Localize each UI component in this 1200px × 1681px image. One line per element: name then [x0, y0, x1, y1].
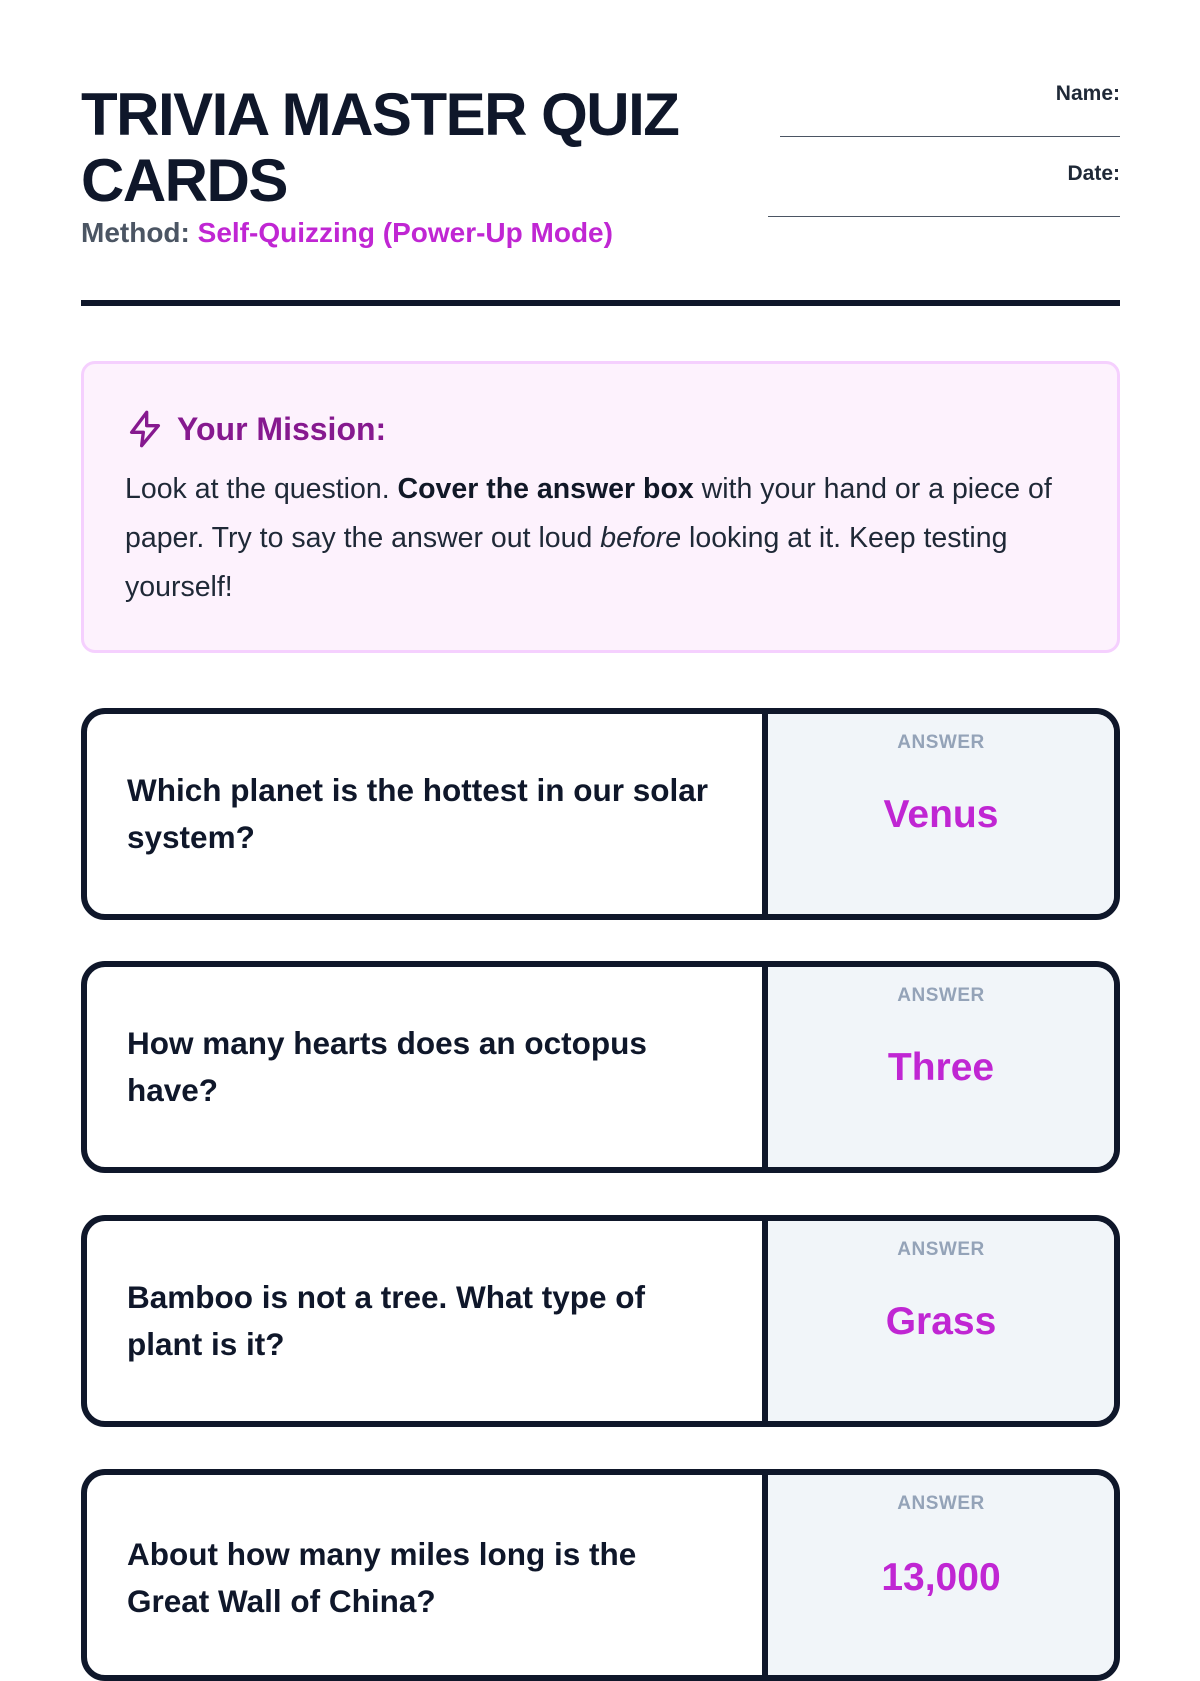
- answer-label: ANSWER: [897, 985, 985, 1006]
- method-line: [81, 216, 613, 250]
- answer-label: ANSWER: [897, 1493, 985, 1514]
- student-fields: [760, 82, 1120, 242]
- name-line[interactable]: [780, 136, 1120, 137]
- question-text: Which planet is the hottest in our solar system?: [127, 772, 709, 855]
- page-title: TRIVIA MASTER QUIZ CARDS: [81, 81, 679, 214]
- mission-heading: [125, 409, 386, 449]
- name-field[interactable]: [780, 82, 1120, 106]
- mission-text-italic: before: [600, 522, 682, 554]
- question-panel: [87, 714, 768, 914]
- answer-value: Grass: [885, 1300, 997, 1343]
- header-divider: [81, 300, 1120, 306]
- answer-panel: [768, 967, 1114, 1167]
- answer-panel: [768, 714, 1114, 914]
- mission-instructions: [125, 465, 1075, 612]
- question-panel: [87, 967, 768, 1167]
- question-text: About how many miles long is the Great Wall of China?: [127, 1536, 637, 1619]
- worksheet-page: [81, 0, 1120, 1619]
- answer-value: 13,000: [881, 1556, 1001, 1599]
- quiz-card: [81, 961, 1120, 1173]
- quiz-card: [81, 1469, 1120, 1681]
- answer-label: ANSWER: [897, 1239, 985, 1260]
- mission-text-part: Look at the question.: [125, 473, 398, 505]
- date-line[interactable]: [768, 216, 1120, 217]
- lightning-bolt-icon: [125, 409, 165, 449]
- answer-label: ANSWER: [897, 732, 985, 753]
- question-panel: [87, 1221, 768, 1421]
- method-label: Method:: [81, 217, 190, 248]
- name-label: Name:: [1055, 82, 1120, 105]
- answer-value: Venus: [883, 793, 999, 836]
- date-field[interactable]: [768, 162, 1120, 186]
- question-text: Bamboo is not a tree. What type of plant is it?: [127, 1279, 646, 1362]
- question-text: How many hearts does an octopus have?: [127, 1025, 647, 1108]
- method-value: Self-Quizzing (Power-Up Mode): [197, 217, 613, 248]
- date-label: Date:: [1067, 162, 1120, 185]
- mission-box: [81, 361, 1120, 653]
- mission-text-part: with your hand or a piece of paper. Try to say the answer out loud: [125, 473, 1052, 554]
- question-panel: [87, 1475, 768, 1675]
- mission-title: Your Mission:: [177, 410, 387, 447]
- mission-text-bold: Cover the answer box: [397, 473, 694, 505]
- page-header: [81, 82, 1120, 306]
- quiz-card: [81, 1215, 1120, 1427]
- mission-text-part: looking at it. Keep testing yourself!: [125, 522, 1008, 603]
- answer-panel: [768, 1221, 1114, 1421]
- answer-panel: [768, 1475, 1114, 1675]
- quiz-card: [81, 708, 1120, 920]
- answer-value: Three: [887, 1046, 995, 1089]
